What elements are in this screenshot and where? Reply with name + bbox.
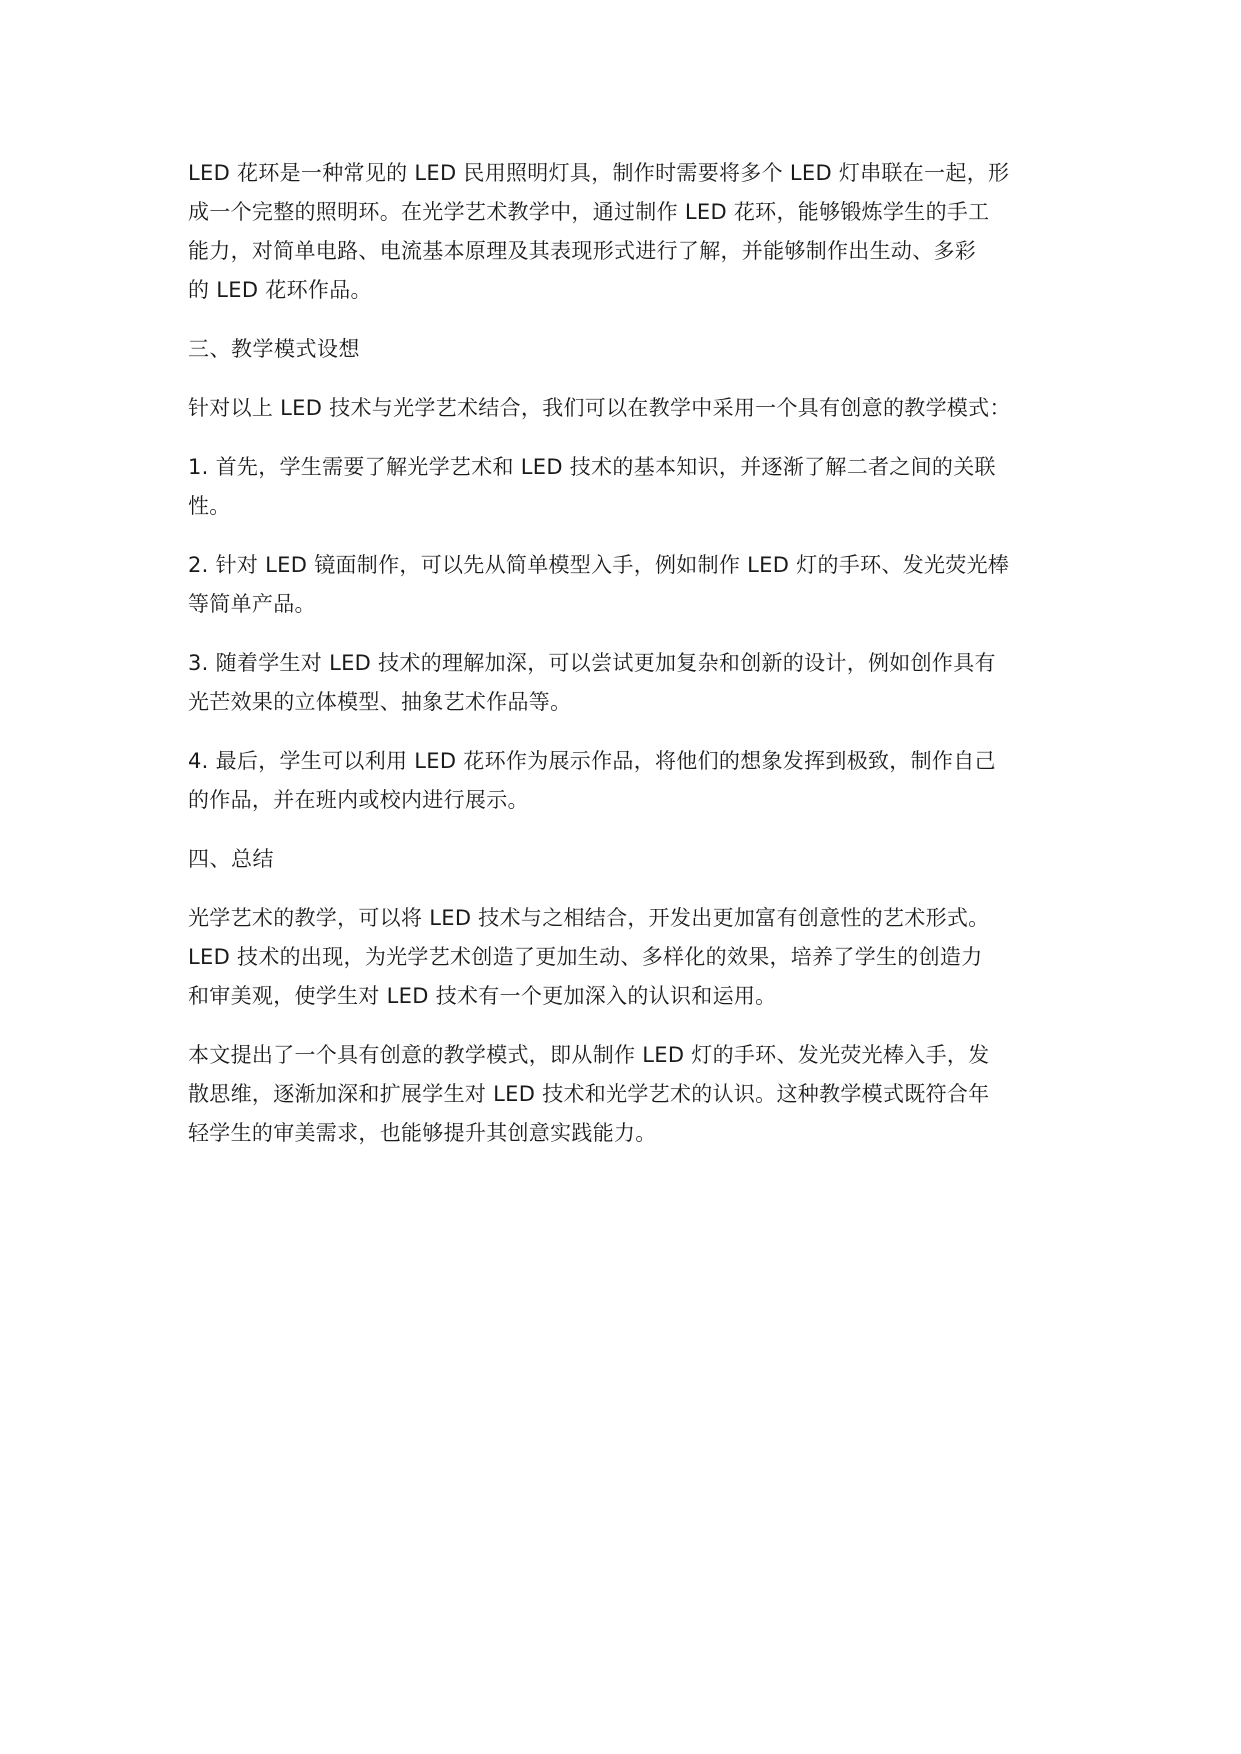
heading-text: 四、总结	[188, 847, 274, 871]
text-line: 和审美观，使学生对 LED 技术有一个更加深入的认识和运用。	[188, 984, 777, 1008]
text-line: 针对以上 LED 技术与光学艺术结合，我们可以在教学中采用一个具有创意的教学模式：	[188, 396, 1011, 420]
list-item-1	[188, 448, 1048, 526]
text-line: 成一个完整的照明环。在光学艺术教学中，通过制作 LED 花环，能够锻炼学生的手工	[188, 200, 990, 224]
section-heading-summary	[188, 840, 1048, 879]
list-item-3	[188, 644, 1048, 722]
text-line: 光学艺术的教学，可以将 LED 技术与之相结合，开发出更加富有创意性的艺术形式。	[188, 906, 990, 930]
text-line: 2. 针对 LED 镜面制作，可以先从简单模型入手，例如制作 LED 灯的手环、发光荧光棒	[188, 553, 1010, 577]
text-line: 的 LED 花环作品。	[188, 278, 372, 302]
text-line: 3. 随着学生对 LED 技术的理解加深，可以尝试更加复杂和创新的设计，例如创作具有	[188, 651, 996, 675]
text-line: 1. 首先，学生需要了解光学艺术和 LED 技术的基本知识，并逐渐了解二者之间的关联	[188, 455, 996, 479]
text-line: 4. 最后，学生可以利用 LED 花环作为展示作品，将他们的想象发挥到极致，制作自己	[188, 749, 996, 773]
paragraph-led-garland	[188, 154, 1048, 310]
list-item-2	[188, 546, 1048, 624]
text-line: 性。	[188, 494, 231, 518]
heading-text: 三、教学模式设想	[188, 337, 360, 361]
section-heading-teaching-mode	[188, 330, 1048, 369]
text-line: 散思维，逐渐加深和扩展学生对 LED 技术和光学艺术的认识。这种教学模式既符合年	[188, 1082, 990, 1106]
text-line: 能力，对简单电路、电流基本原理及其表现形式进行了解，并能够制作出生动、多彩	[188, 239, 977, 263]
paragraph-intro-mode	[188, 389, 1048, 428]
list-item-4	[188, 742, 1048, 820]
text-line: LED 花环是一种常见的 LED 民用照明灯具，制作时需要将多个 LED 灯串联在一起，形	[188, 161, 1010, 185]
paragraph-summary	[188, 899, 1048, 1016]
document-body	[188, 154, 1048, 1173]
text-line: 等简单产品。	[188, 592, 316, 616]
text-line: 的作品，并在班内或校内进行展示。	[188, 788, 529, 812]
text-line: 光芒效果的立体模型、抽象艺术作品等。	[188, 690, 572, 714]
text-line: 轻学生的审美需求，也能够提升其创意实践能力。	[188, 1121, 657, 1145]
text-line: 本文提出了一个具有创意的教学模式，即从制作 LED 灯的手环、发光荧光棒入手，发	[188, 1043, 990, 1067]
paragraph-conclusion	[188, 1036, 1048, 1153]
text-line: LED 技术的出现，为光学艺术创造了更加生动、多样化的效果，培养了学生的创造力	[188, 945, 983, 969]
